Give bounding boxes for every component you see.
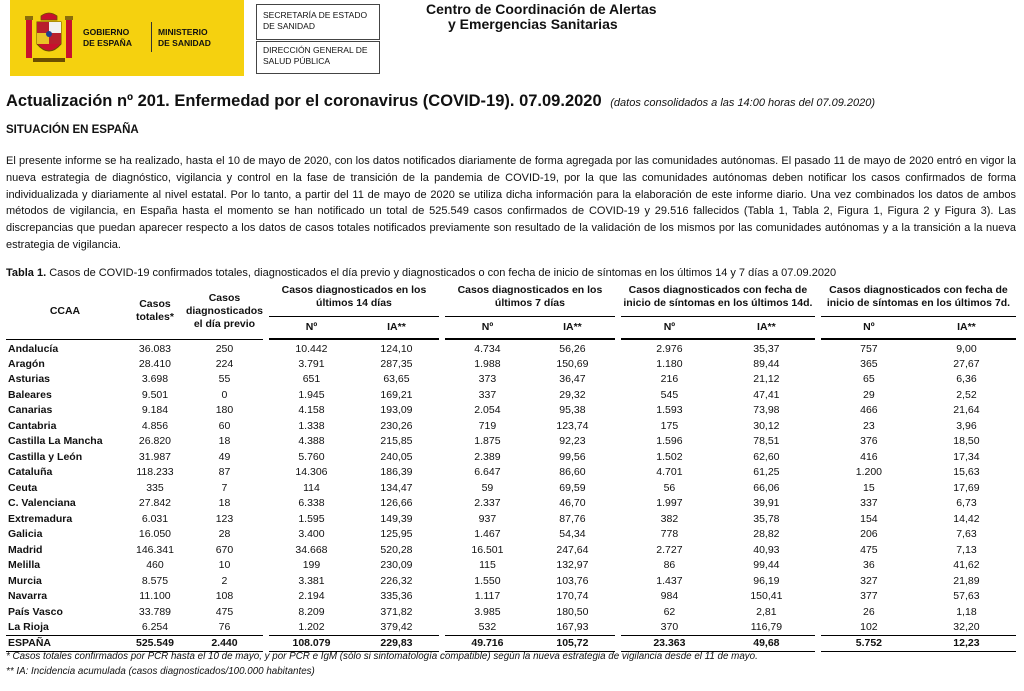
header-group-fis7: Casos diagnosticados con fecha de inicio de síntomas en los últimos 7d. [818,282,1016,316]
table-cell: 103,76 [556,574,589,587]
title-subtitle: (datos consolidados a las 14:00 horas del 07.09.2020) [610,97,876,109]
coat-of-arms-icon [24,10,74,66]
table-cell: 114 [266,481,354,497]
table-cell: 49 [218,450,231,463]
table-cell: 6.254 [141,621,169,633]
note-casos-totales: * Casos totales confirmados por PCR hasta el 10 de mayo, y por PCR e IgM (sólo si sintomatología compatible) según la nueva estrategia de vigilancia desde el 11 de mayo. [6,651,758,662]
table-cell: 229,83 [354,636,442,652]
table-cell: 335 [146,481,164,494]
table-cell: 18,50 [953,435,980,448]
table-cell: 1.997 [618,496,718,512]
table-cell: 55 [218,373,231,386]
table-cell: 32,20 [953,621,980,633]
table-cell: 29 [818,388,917,404]
centro-line-1: Centro de Coordinación de Alertas [426,1,657,17]
table-cell: 154 [818,512,917,528]
table-cell: 2.440 [186,636,266,652]
table-cell: 1.502 [618,450,718,466]
cases-table [6,282,1016,652]
ccaa-name-cell: Madrid [8,543,43,556]
table-cell: 525.549 [124,636,186,652]
table-cell: 1.180 [618,357,718,373]
table-row [6,527,1016,543]
subheader-ia: IA** [530,316,618,338]
table-cell: 247,64 [556,543,589,556]
table-cell: 9,00 [956,342,977,355]
table-cell: 371,82 [380,605,413,618]
table-cell: 69,59 [559,481,586,494]
gobierno-label: GOBIERNO DE ESPAÑA [83,27,132,48]
centro-line-2: y Emergencias Sanitarias [448,16,618,32]
table-cell: 3.791 [266,357,354,373]
ccaa-name-cell: Asturias [8,373,51,386]
table-cell: 3.698 [141,373,169,386]
table-cell: 14.306 [266,465,354,481]
table-cell: 14,42 [953,512,980,525]
table-cell: 2,52 [956,388,977,401]
table-cell: 116,79 [750,621,783,633]
table-cell: 2.976 [618,339,718,357]
table-cell: 365 [818,357,917,373]
table-cell: 460 [146,559,164,572]
table-cell: 99,56 [559,450,586,463]
direccion-box: DIRECCIÓN GENERAL DE SALUD PÚBLICA [256,41,380,74]
table-cell: 27.842 [138,497,172,510]
table-cell: 373 [442,372,530,388]
table-cell: 1.437 [618,574,718,590]
table-cell: 46,70 [559,497,586,510]
subheader-n: Nº [618,316,718,338]
table-cell: 984 [618,589,718,605]
table-cell: 327 [818,574,917,590]
table-cell: 125,95 [380,528,413,541]
table-cell: 150,69 [556,357,589,370]
table-cell: 29,32 [559,388,586,401]
table-cell: 719 [442,419,530,435]
table-row [6,481,1016,497]
table-cell: 186,39 [380,466,413,479]
table-cell: 35,78 [753,512,780,525]
table-cell: 1.467 [442,527,530,543]
table-cell: 337 [818,496,917,512]
table-cell: 240,05 [380,450,413,463]
table-cell: 108.079 [266,636,354,652]
title-main: Actualización nº 201. Enfermedad por el coronavirus (COVID-19). 07.09.2020 [6,92,602,110]
table-cell: 17,69 [953,481,980,494]
note-ia: ** IA: Incidencia acumulada (casos diagnosticados/100.000 habitantes) [6,665,315,677]
table-cell: 36.083 [138,342,172,355]
table-cell: 216 [618,372,718,388]
table-cell: 78,51 [753,435,780,448]
table-cell: 215,85 [380,435,413,448]
table-cell: 337 [442,388,530,404]
table-cell: 6.031 [141,512,169,525]
table-cell: 8.209 [266,605,354,621]
ccaa-name-cell: Galicia [8,528,43,541]
table-cell: 36 [818,558,917,574]
table-cell: 26.820 [138,435,172,448]
table-cell: 150,41 [750,590,783,603]
ccaa-name-cell: País Vasco [8,605,63,618]
table-cell: 2.337 [442,496,530,512]
table-cell: 17,34 [953,450,980,463]
table-row [6,357,1016,373]
table-cell: 123,74 [556,419,589,432]
table-cell: 49,68 [718,636,818,652]
table-cell: 376 [818,434,917,450]
table-cell: 1.202 [266,620,354,636]
table-cell: 466 [818,403,917,419]
table-row [6,388,1016,404]
intro-paragraph: El presente informe se ha realizado, hasta el 10 de mayo de 2020, con los datos notificados diariamente de forma agregada por las comunidades autónomas. El pasado 11 de mayo de 2020 entró en vigor la nueva estrategia de diagnóstico, vigilancia y control en la fase de transición de la pandemia de COVID-19, por la que las comunidades autónomas deben notificar los casos confirmados de forma individualizada y diariamente al nivel estatal. Por lo tanto, a partir del 11 de mayo de 2020 se utiliza dicha información para la elaboración de este informe diario. Una vez combinados los datos de ambos métodos de vigilancia, en España hasta el momento se han notificado un total de 525.549 casos confirmados de COVID-19 y 29.516 fallecidos (Tabla 1, Tabla 2, Figura 1, Figura 2 y Figura 3). Las discrepancias que puedan aparecer respecto a los datos de casos totales notificados previamente son resultado de la validación de los mismos por las comunidades autónomas y a la transición a la nueva estrategia de vigilancia. [6,155,1016,251]
table-cell: 4.734 [442,339,530,357]
table-cell: 0 [221,388,228,401]
table-cell: 180,50 [556,605,589,618]
table-cell: 416 [818,450,917,466]
table-cell: 56 [618,481,718,497]
table-cell: 76 [218,621,231,633]
ccaa-name-cell: La Rioja [8,621,49,633]
ccaa-name-cell: Cataluña [8,466,53,479]
table-row [6,605,1016,621]
ccaa-name-cell: ESPAÑA [6,636,124,652]
table-cell: 6.647 [442,465,530,481]
table-cell: 105,72 [530,636,618,652]
subheader-ia: IA** [917,316,1016,338]
table-cell: 102 [818,620,917,636]
table-cell: 87 [218,466,231,479]
government-logo [10,0,244,76]
table-row [6,574,1016,590]
table-cell: 250 [215,342,234,355]
table-cell: 651 [266,372,354,388]
table-row [6,434,1016,450]
table-cell: 86 [618,558,718,574]
table-cell: 16.501 [442,543,530,559]
table-cell: 757 [818,339,917,357]
table-cell: 60 [218,419,231,432]
table-cell: 1.200 [818,465,917,481]
header-casos-totales: Casos totales* [136,298,174,323]
header-group-14d: Casos diagnosticados en los últimos 14 días [266,282,442,316]
table-cell: 5.752 [818,636,917,652]
table-cell: 5.760 [266,450,354,466]
subheader-n: Nº [818,316,917,338]
table-cell: 62,60 [753,450,780,463]
ccaa-name-cell: Extremadura [8,512,73,525]
table-cell: 54,34 [559,528,586,541]
table-row [6,496,1016,512]
table-cell: 230,09 [380,559,413,572]
table-cell: 1.338 [266,419,354,435]
section-heading: SITUACIÓN EN ESPAÑA [6,124,139,136]
table-cell: 115 [442,558,530,574]
table-cell: 7,13 [956,543,977,556]
table-cell: 134,47 [380,481,413,494]
table-cell: 6.338 [266,496,354,512]
table-cell: 47,41 [753,388,780,401]
table-cell: 30,12 [753,419,780,432]
table-cell: 18 [218,435,231,448]
table-row [6,372,1016,388]
ccaa-name-cell: Melilla [8,559,41,572]
table-cell: 63,65 [383,373,410,386]
table-notes [6,650,758,679]
ccaa-name-cell: Aragón [8,357,45,370]
ccaa-name-cell: Canarias [8,404,53,417]
secretaria-box: SECRETARÍA DE ESTADO DE SANIDAD [256,4,380,40]
table-cell: 33.789 [138,605,172,618]
table-row [6,465,1016,481]
table-cell: 124,10 [380,342,413,355]
table-cell: 56,26 [559,342,586,355]
table-cell: 26 [818,605,917,621]
table-cell: 15,63 [953,466,980,479]
table-cell: 3.381 [266,574,354,590]
table-row [6,419,1016,435]
table-cell: 1,18 [956,605,977,618]
page-title [6,92,875,111]
table-cell: 2,81 [756,605,777,618]
table-cell: 27,67 [953,357,980,370]
ccaa-name-cell: Andalucía [8,342,59,355]
subheader-n: Nº [266,316,354,338]
table-cell: 1.117 [442,589,530,605]
table-cell: 146.341 [135,543,174,556]
table-cell: 4.158 [266,403,354,419]
ccaa-name-cell: Ceuta [8,481,38,494]
table-cell: 28 [218,528,231,541]
table-cell: 382 [618,512,718,528]
table-cell: 4.388 [266,434,354,450]
table-cell: 170,74 [556,590,589,603]
table-cell: 199 [266,558,354,574]
table-cell: 89,44 [753,357,780,370]
table-cell: 12,23 [917,636,1016,652]
header-dia-previo: Casos diagnosticados el día previo [185,291,263,330]
table-cell: 3.400 [266,527,354,543]
table-cell: 2.054 [442,403,530,419]
table-cell: 475 [818,543,917,559]
table-cell: 123 [215,512,234,525]
subheader-ia: IA** [354,316,442,338]
table-cell: 2 [221,574,228,587]
table-cell: 86,60 [559,466,586,479]
table-row [6,543,1016,559]
subheader-n: Nº [442,316,530,338]
ccaa-name-cell: Castilla La Mancha [8,435,103,448]
table-cell: 169,21 [380,388,413,401]
table-cell: 126,66 [380,497,413,510]
table-cell: 6,73 [956,497,977,510]
table-cell: 167,93 [556,621,589,633]
table-cell: 87,76 [559,512,586,525]
table-cell: 11.100 [139,590,171,603]
table-cell: 1.595 [266,512,354,528]
table-cell: 4.856 [141,419,169,432]
table-cell: 545 [618,388,718,404]
table-cell: 2.389 [442,450,530,466]
table-cell: 57,63 [953,590,980,603]
logo-divider [151,22,152,52]
table-cell: 49.716 [442,636,530,652]
table-cell: 36,47 [559,373,586,386]
table-row [6,620,1016,636]
table-cell: 39,91 [753,497,780,510]
table-cell: 34.668 [266,543,354,559]
table-cell: 937 [442,512,530,528]
table-cell: 193,09 [380,404,413,417]
table-cell: 108 [215,590,234,603]
table-cell: 16.050 [138,528,172,541]
table-cell: 118.233 [136,466,174,479]
table-row [6,589,1016,605]
table-cell: 65 [818,372,917,388]
ccaa-name-cell: Baleares [8,388,52,401]
table-cell: 670 [215,543,234,556]
table-cell: 335,36 [380,590,413,603]
table-cell: 23.363 [618,636,718,652]
table-cell: 28,82 [753,528,780,541]
ccaa-name-cell: Castilla y León [8,450,83,463]
table-row [6,512,1016,528]
table-cell: 41,62 [953,559,980,572]
table-cell: 61,25 [753,466,780,479]
table-cell: 62 [618,605,718,621]
table-cell: 18 [218,497,231,510]
table-cell: 1.593 [618,403,718,419]
table-cell: 1.550 [442,574,530,590]
table-cell: 21,89 [953,574,980,587]
table-cell: 778 [618,527,718,543]
table-cell: 287,35 [380,357,413,370]
table-cell: 10.442 [266,339,354,357]
table-cell: 73,98 [753,404,780,417]
table-cell: 31.987 [138,450,172,463]
table-cell: 1.875 [442,434,530,450]
table-cell: 2.727 [618,543,718,559]
table-cell: 59 [442,481,530,497]
table-caption [6,267,836,279]
table-cell: 7,63 [956,528,977,541]
subheader-ia: IA** [718,316,818,338]
table-cell: 15 [818,481,917,497]
table-cell: 99,44 [753,559,780,572]
table-cell: 224 [215,357,234,370]
table-row [6,558,1016,574]
ccaa-name-cell: C. Valenciana [8,497,76,510]
ccaa-name-cell: Cantabria [8,419,57,432]
table-cell: 149,39 [380,512,413,525]
table-cell: 206 [818,527,917,543]
table-cell: 23 [818,419,917,435]
table-cell: 1.945 [266,388,354,404]
table-cell: 95,38 [559,404,586,417]
table-cell: 226,32 [380,574,413,587]
table-cell: 175 [618,419,718,435]
table-cell: 180 [215,404,234,417]
table-caption-text: Casos de COVID-19 confirmados totales, diagnosticados el día previo y diagnosticados o con fecha de inicio de síntomas en los últimos 14 y 7 días a 07.09.2020 [46,267,837,279]
table-cell: 21,12 [753,373,780,386]
table-cell: 3.985 [442,605,530,621]
table-cell: 9.501 [141,388,169,401]
table-cell: 10 [218,559,231,572]
table-caption-label: Tabla 1. [6,267,47,279]
ministerio-label: MINISTERIO DE SANIDAD [158,27,211,48]
table-row [6,339,1016,357]
table-cell: 2.194 [266,589,354,605]
table-cell: 9.184 [141,404,169,417]
table-cell: 7 [221,481,228,494]
ccaa-name-cell: Murcia [8,574,42,587]
table-cell: 21,64 [953,404,980,417]
table-cell: 1.596 [618,434,718,450]
table-cell: 520,28 [380,543,413,556]
table-cell: 379,42 [380,621,413,633]
centro-coordinacion [426,2,657,32]
header-group-fis14: Casos diagnosticados con fecha de inicio de síntomas en los últimos 14d. [618,282,818,316]
table-cell: 132,97 [556,559,589,572]
table-cell: 370 [618,620,718,636]
table-body [6,339,1016,652]
header-group-7d: Casos diagnosticados en los últimos 7 días [442,282,618,316]
table-cell: 92,23 [559,435,586,448]
table-cell: 475 [215,605,234,618]
table-cell: 3,96 [956,419,977,432]
document-header [0,0,1024,80]
table-cell: 532 [442,620,530,636]
table-cell: 28.410 [138,357,172,370]
header-ccaa: CCAA [49,304,81,317]
table-cell: 40,93 [753,543,780,556]
table-cell: 8.575 [141,574,169,587]
table-cell: 66,06 [753,481,780,494]
table-cell: 1.988 [442,357,530,373]
table-cell: 96,19 [753,574,780,587]
table-row [6,403,1016,419]
table-cell: 35,37 [753,342,780,355]
table-cell: 230,26 [380,419,413,432]
table-cell: 377 [818,589,917,605]
table-cell: 4.701 [618,465,718,481]
ccaa-name-cell: Navarra [8,590,48,603]
table-cell: 6,36 [956,373,977,386]
table-row [6,450,1016,466]
